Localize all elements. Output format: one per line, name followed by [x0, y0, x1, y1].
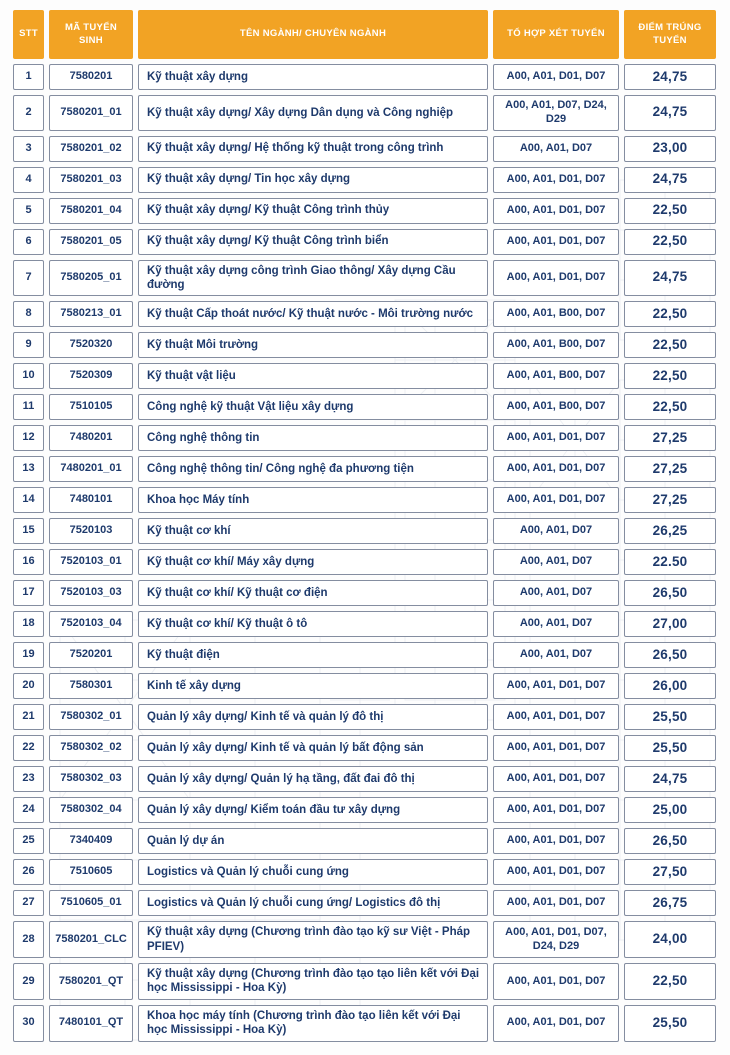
stt-cell: 18 [13, 611, 44, 637]
stt-cell: 29 [13, 963, 44, 1000]
admission-score-cell: 22,50 [624, 301, 716, 327]
admission-score-cell: 26,50 [624, 580, 716, 606]
subject-combination-cell: A00, A01, D01, D07 [493, 859, 619, 885]
admission-score-cell: 25,50 [624, 1005, 716, 1042]
admission-score-cell: 24,75 [624, 167, 716, 193]
table-row [13, 963, 716, 1000]
subject-combination-cell: A00, A01, B00, D07 [493, 301, 619, 327]
subject-combination-cell: A00, A01, D01, D07 [493, 198, 619, 224]
major-name-cell: Quản lý dự án [138, 828, 488, 854]
admission-code-cell: 7580302_01 [49, 704, 133, 730]
admission-score-cell: 27,25 [624, 456, 716, 482]
admission-score-cell: 27,25 [624, 425, 716, 451]
major-name-cell: Quản lý xây dựng/ Kiểm toán đầu tư xây dựng [138, 797, 488, 823]
admission-score-cell: 24,75 [624, 260, 716, 297]
header-subject-combination: TỔ HỢP XÉT TUYỂN [493, 10, 619, 59]
subject-combination-cell: A00, A01, B00, D07 [493, 363, 619, 389]
subject-combination-cell: A00, A01, D07 [493, 518, 619, 544]
stt-cell: 3 [13, 136, 44, 162]
admission-code-cell: 7520201 [49, 642, 133, 668]
admission-code-cell: 7480101 [49, 487, 133, 513]
table-row [13, 549, 716, 575]
major-name-cell: Công nghệ thông tin [138, 425, 488, 451]
admission-score-cell: 26,25 [624, 518, 716, 544]
major-name-cell: Công nghệ thông tin/ Công nghệ đa phương tiện [138, 456, 488, 482]
admission-code-cell: 7520103_04 [49, 611, 133, 637]
major-name-cell: Kỹ thuật xây dựng (Chương trình đào tạo kỹ sư Việt - Pháp PFIEV) [138, 921, 488, 958]
subject-combination-cell: A00, A01, D01, D07 [493, 735, 619, 761]
stt-cell: 12 [13, 425, 44, 451]
admission-code-cell: 7580201_CLC [49, 921, 133, 958]
table-row [13, 921, 716, 958]
admission-score-cell: 25,50 [624, 735, 716, 761]
subject-combination-cell: A00, A01, D01, D07 [493, 797, 619, 823]
admission-code-cell: 7580201_QT [49, 963, 133, 1000]
table-row [13, 518, 716, 544]
table-row [13, 890, 716, 916]
admission-code-cell: 7580201_03 [49, 167, 133, 193]
major-name-cell: Công nghệ kỹ thuật Vật liệu xây dựng [138, 394, 488, 420]
subject-combination-cell: A00, A01, B00, D07 [493, 332, 619, 358]
subject-combination-cell: A00, A01, D01, D07 [493, 890, 619, 916]
major-name-cell: Kỹ thuật xây dựng/ Tin học xây dựng [138, 167, 488, 193]
subject-combination-cell: A00, A01, D07 [493, 549, 619, 575]
major-name-cell: Quản lý xây dựng/ Kinh tế và quản lý bất động sản [138, 735, 488, 761]
admission-code-cell: 7520320 [49, 332, 133, 358]
subject-combination-cell: A00, A01, D01, D07, D24, D29 [493, 921, 619, 958]
stt-cell: 19 [13, 642, 44, 668]
stt-cell: 15 [13, 518, 44, 544]
major-name-cell: Quản lý xây dựng/ Quản lý hạ tầng, đất đai đô thị [138, 766, 488, 792]
major-name-cell: Kỹ thuật xây dựng/ Hệ thống kỹ thuật trong công trình [138, 136, 488, 162]
table-row [13, 735, 716, 761]
admission-code-cell: 7580213_01 [49, 301, 133, 327]
stt-cell: 22 [13, 735, 44, 761]
major-name-cell: Kỹ thuật cơ khí [138, 518, 488, 544]
stt-cell: 25 [13, 828, 44, 854]
subject-combination-cell: A00, A01, D07 [493, 611, 619, 637]
subject-combination-cell: A00, A01, D01, D07 [493, 828, 619, 854]
subject-combination-cell: A00, A01, D01, D07 [493, 673, 619, 699]
major-name-cell: Quản lý xây dựng/ Kinh tế và quản lý đô thị [138, 704, 488, 730]
admission-code-cell: 7510605 [49, 859, 133, 885]
table-row [13, 487, 716, 513]
subject-combination-cell: A00, A01, D01, D07 [493, 167, 619, 193]
stt-cell: 10 [13, 363, 44, 389]
subject-combination-cell: A00, A01, D07, D24, D29 [493, 95, 619, 131]
admission-score-cell: 24,75 [624, 766, 716, 792]
stt-cell: 17 [13, 580, 44, 606]
admission-score-cell: 22,50 [624, 332, 716, 358]
major-name-cell: Kinh tế xây dựng [138, 673, 488, 699]
table-row [13, 95, 716, 131]
stt-cell: 4 [13, 167, 44, 193]
stt-cell: 9 [13, 332, 44, 358]
admission-score-cell: 24,75 [624, 95, 716, 131]
admission-code-cell: 7520103 [49, 518, 133, 544]
stt-cell: 28 [13, 921, 44, 958]
admission-score-cell: 22,50 [624, 363, 716, 389]
table-row [13, 797, 716, 823]
stt-cell: 2 [13, 95, 44, 131]
admission-score-cell: 27,25 [624, 487, 716, 513]
table-row [13, 766, 716, 792]
table-row [13, 1005, 716, 1042]
major-name-cell: Kỹ thuật xây dựng/ Xây dựng Dân dụng và Công nghiệp [138, 95, 488, 131]
major-name-cell: Kỹ thuật điện [138, 642, 488, 668]
table-row [13, 456, 716, 482]
subject-combination-cell: A00, A01, D01, D07 [493, 704, 619, 730]
subject-combination-cell: A00, A01, D07 [493, 642, 619, 668]
table-row [13, 64, 716, 90]
subject-combination-cell: A00, A01, D07 [493, 136, 619, 162]
major-name-cell: Kỹ thuật vật liệu [138, 363, 488, 389]
admission-score-cell: 22,50 [624, 229, 716, 255]
stt-cell: 16 [13, 549, 44, 575]
subject-combination-cell: A00, A01, D01, D07 [493, 425, 619, 451]
admission-code-cell: 7480101_QT [49, 1005, 133, 1042]
major-name-cell: Logistics và Quản lý chuỗi cung ứng/ Logistics đô thị [138, 890, 488, 916]
admission-score-cell: 26,50 [624, 828, 716, 854]
table-row [13, 611, 716, 637]
subject-combination-cell: A00, A01, D01, D07 [493, 260, 619, 297]
admission-score-cell: 22,50 [624, 963, 716, 1000]
major-name-cell: Kỹ thuật cơ khí/ Kỹ thuật ô tô [138, 611, 488, 637]
admission-score-cell: 23,00 [624, 136, 716, 162]
admission-code-cell: 7580201 [49, 64, 133, 90]
admission-code-cell: 7520103_01 [49, 549, 133, 575]
subject-combination-cell: A00, A01, D01, D07 [493, 1005, 619, 1042]
admission-code-cell: 7520103_03 [49, 580, 133, 606]
table-row [13, 704, 716, 730]
major-name-cell: Kỹ thuật Môi trường [138, 332, 488, 358]
stt-cell: 27 [13, 890, 44, 916]
stt-cell: 23 [13, 766, 44, 792]
admission-score-cell: 25,50 [624, 704, 716, 730]
admission-code-cell: 7520309 [49, 363, 133, 389]
admission-code-cell: 7480201_01 [49, 456, 133, 482]
stt-cell: 24 [13, 797, 44, 823]
stt-cell: 13 [13, 456, 44, 482]
stt-cell: 30 [13, 1005, 44, 1042]
major-name-cell: Kỹ thuật xây dựng (Chương trình đào tạo tạo liên kết với Đại học Mississippi - Hoa Kỳ) [138, 963, 488, 1000]
admission-code-cell: 7580201_05 [49, 229, 133, 255]
major-name-cell: Kỹ thuật cơ khí/ Kỹ thuật cơ điện [138, 580, 488, 606]
table-row [13, 394, 716, 420]
admission-code-cell: 7580201_01 [49, 95, 133, 131]
admission-code-cell: 7580302_02 [49, 735, 133, 761]
stt-cell: 5 [13, 198, 44, 224]
admission-score-cell: 22,50 [624, 394, 716, 420]
admission-code-cell: 7580302_04 [49, 797, 133, 823]
subject-combination-cell: A00, A01, D01, D07 [493, 487, 619, 513]
table-row [13, 229, 716, 255]
admission-code-cell: 7480201 [49, 425, 133, 451]
table-row [13, 859, 716, 885]
admission-score-cell: 25,00 [624, 797, 716, 823]
table-row [13, 580, 716, 606]
admission-code-cell: 7580301 [49, 673, 133, 699]
admission-score-cell: 27,00 [624, 611, 716, 637]
header-stt: STT [13, 10, 44, 59]
subject-combination-cell: A00, A01, D07 [493, 580, 619, 606]
admission-code-cell: 7580302_03 [49, 766, 133, 792]
stt-cell: 11 [13, 394, 44, 420]
table-row [13, 425, 716, 451]
subject-combination-cell: A00, A01, D01, D07 [493, 229, 619, 255]
header-major-name: TÊN NGÀNH/ CHUYÊN NGÀNH [138, 10, 488, 59]
major-name-cell: Kỹ thuật Cấp thoát nước/ Kỹ thuật nước - Môi trường nước [138, 301, 488, 327]
stt-cell: 8 [13, 301, 44, 327]
admission-score-cell: 22,50 [624, 198, 716, 224]
admission-code-cell: 7510105 [49, 394, 133, 420]
table-row [13, 260, 716, 297]
subject-combination-cell: A00, A01, D01, D07 [493, 456, 619, 482]
table-header-row [13, 10, 716, 59]
table-body [13, 64, 716, 1042]
admission-score-cell: 22.50 [624, 549, 716, 575]
header-admission-score: ĐIỂM TRÚNG TUYỂN [624, 10, 716, 59]
table-row [13, 136, 716, 162]
subject-combination-cell: A00, A01, D01, D07 [493, 963, 619, 1000]
table-row [13, 642, 716, 668]
stt-cell: 21 [13, 704, 44, 730]
table-row [13, 198, 716, 224]
subject-combination-cell: A00, A01, D01, D07 [493, 64, 619, 90]
subject-combination-cell: A00, A01, B00, D07 [493, 394, 619, 420]
table-row [13, 828, 716, 854]
admission-score-cell: 26,50 [624, 642, 716, 668]
admission-code-cell: 7340409 [49, 828, 133, 854]
major-name-cell: Kỹ thuật xây dựng [138, 64, 488, 90]
admission-score-cell: 26,00 [624, 673, 716, 699]
admission-score-cell: 24,00 [624, 921, 716, 958]
admission-code-cell: 7580201_04 [49, 198, 133, 224]
admission-score-cell: 27,50 [624, 859, 716, 885]
table-row [13, 363, 716, 389]
stt-cell: 6 [13, 229, 44, 255]
table-row [13, 673, 716, 699]
stt-cell: 26 [13, 859, 44, 885]
stt-cell: 1 [13, 64, 44, 90]
stt-cell: 20 [13, 673, 44, 699]
stt-cell: 7 [13, 260, 44, 297]
major-name-cell: Khoa học Máy tính [138, 487, 488, 513]
admission-score-cell: 26,75 [624, 890, 716, 916]
table-row [13, 301, 716, 327]
major-name-cell: Logistics và Quản lý chuỗi cung ứng [138, 859, 488, 885]
major-name-cell: Kỹ thuật xây dựng/ Kỹ thuật Công trình biển [138, 229, 488, 255]
admission-score-cell: 24,75 [624, 64, 716, 90]
table-row [13, 332, 716, 358]
stt-cell: 14 [13, 487, 44, 513]
major-name-cell: Kỹ thuật xây dựng công trình Giao thông/ Xây dựng Cầu đường [138, 260, 488, 297]
admission-code-cell: 7580201_02 [49, 136, 133, 162]
major-name-cell: Khoa học máy tính (Chương trình đào tạo liên kết với Đại học Mississippi - Hoa Kỳ) [138, 1005, 488, 1042]
admission-code-cell: 7580205_01 [49, 260, 133, 297]
admission-code-cell: 7510605_01 [49, 890, 133, 916]
subject-combination-cell: A00, A01, D01, D07 [493, 766, 619, 792]
header-admission-code: MÃ TUYỂN SINH [49, 10, 133, 59]
major-name-cell: Kỹ thuật cơ khí/ Máy xây dựng [138, 549, 488, 575]
major-name-cell: Kỹ thuật xây dựng/ Kỹ thuật Công trình thủy [138, 198, 488, 224]
table-row [13, 167, 716, 193]
